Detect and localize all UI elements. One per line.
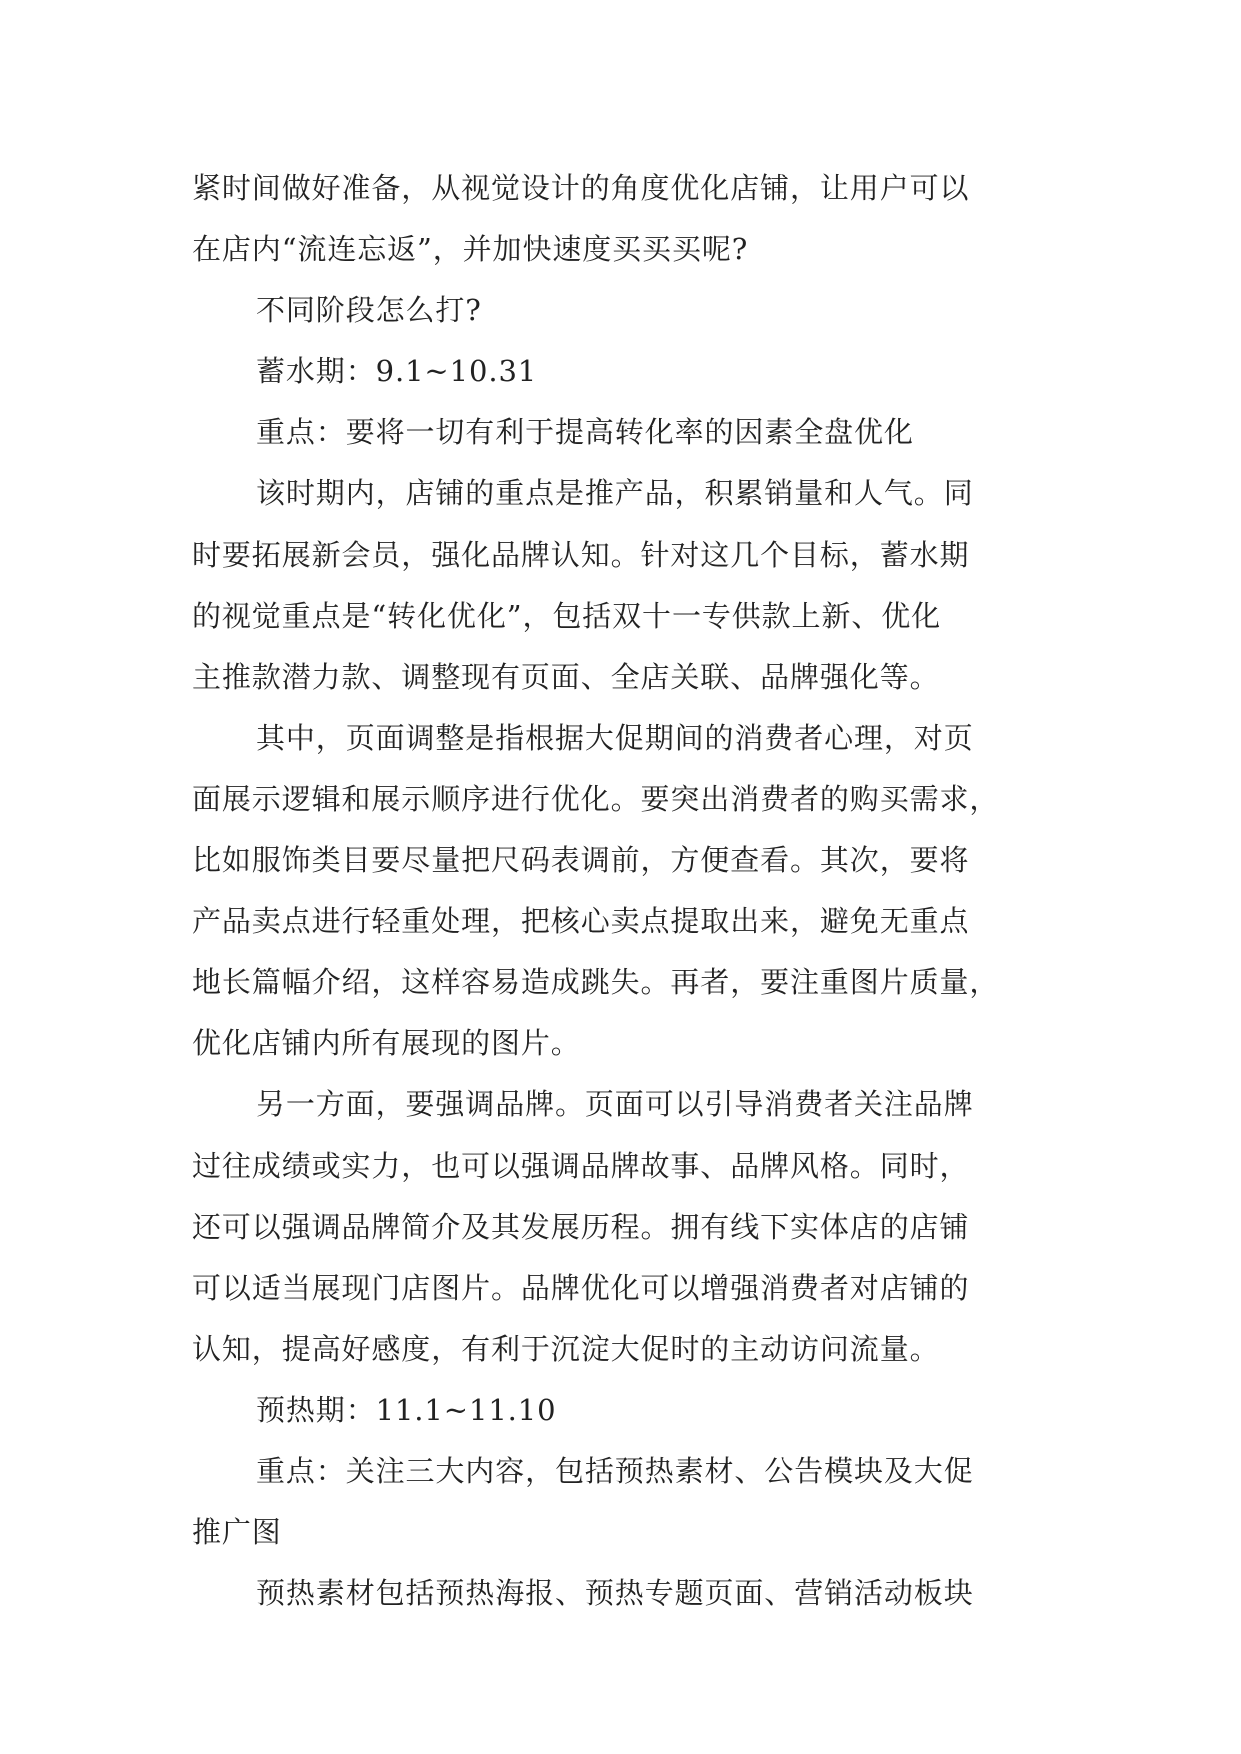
text-line: 该时期内，店铺的重点是推产品，积累销量和人气。同 bbox=[256, 476, 974, 511]
document-body bbox=[192, 158, 1072, 1624]
text-line: 时要拓展新会员，强化品牌认知。针对这几个目标，蓄水期 bbox=[192, 537, 970, 572]
text-line: 预热素材包括预热海报、预热专题页面、营销活动板块 bbox=[256, 1576, 974, 1611]
text-line: 重点：要将一切有利于提高转化率的因素全盘优化 bbox=[256, 415, 914, 450]
text-line: 另一方面，要强调品牌。页面可以引导消费者关注品牌 bbox=[256, 1087, 974, 1122]
text-line: 其中，页面调整是指根据大促期间的消费者心理，对页 bbox=[256, 720, 974, 755]
text-line: 主推款潜力款、调整现有页面、全店关联、品牌强化等。 bbox=[192, 659, 940, 694]
text-line: 地长篇幅介绍，这样容易造成跳失。再者，要注重图片质量， bbox=[192, 965, 1000, 1000]
text-line: 蓄水期：9.1~10.31 bbox=[256, 354, 538, 389]
text-line: 认知，提高好感度，有利于沉淀大促时的主动访问流量。 bbox=[192, 1331, 940, 1366]
text-line: 在店内“流连忘返”，并加快速度买买买呢? bbox=[192, 232, 749, 267]
text-line: 比如服饰类目要尽量把尺码表调前，方便查看。其次，要将 bbox=[192, 843, 970, 878]
text-line: 重点：关注三大内容，包括预热素材、公告模块及大促 bbox=[256, 1453, 974, 1488]
text-line: 紧时间做好准备，从视觉设计的角度优化店铺，让用户可以 bbox=[192, 171, 970, 205]
text-line: 推广图 bbox=[192, 1515, 282, 1550]
text-line: 预热期：11.1~11.10 bbox=[256, 1392, 557, 1427]
text-line: 可以适当展现门店图片。品牌优化可以增强消费者对店铺的 bbox=[192, 1270, 970, 1305]
text-line: 面展示逻辑和展示顺序进行优化。要突出消费者的购买需求， bbox=[192, 781, 1000, 816]
text-line: 优化店铺内所有展现的图片。 bbox=[192, 1026, 581, 1061]
text-line: 不同阶段怎么打? bbox=[256, 293, 482, 328]
text-line: 还可以强调品牌简介及其发展历程。拥有线下实体店的店铺 bbox=[192, 1209, 970, 1244]
text-line: 过往成绩或实力，也可以强调品牌故事、品牌风格。同时， bbox=[192, 1148, 970, 1183]
text-line: 的视觉重点是“转化优化”，包括双十一专供款上新、优化 bbox=[192, 598, 942, 633]
text-line: 产品卖点进行轻重处理，把核心卖点提取出来，避免无重点 bbox=[192, 904, 970, 939]
